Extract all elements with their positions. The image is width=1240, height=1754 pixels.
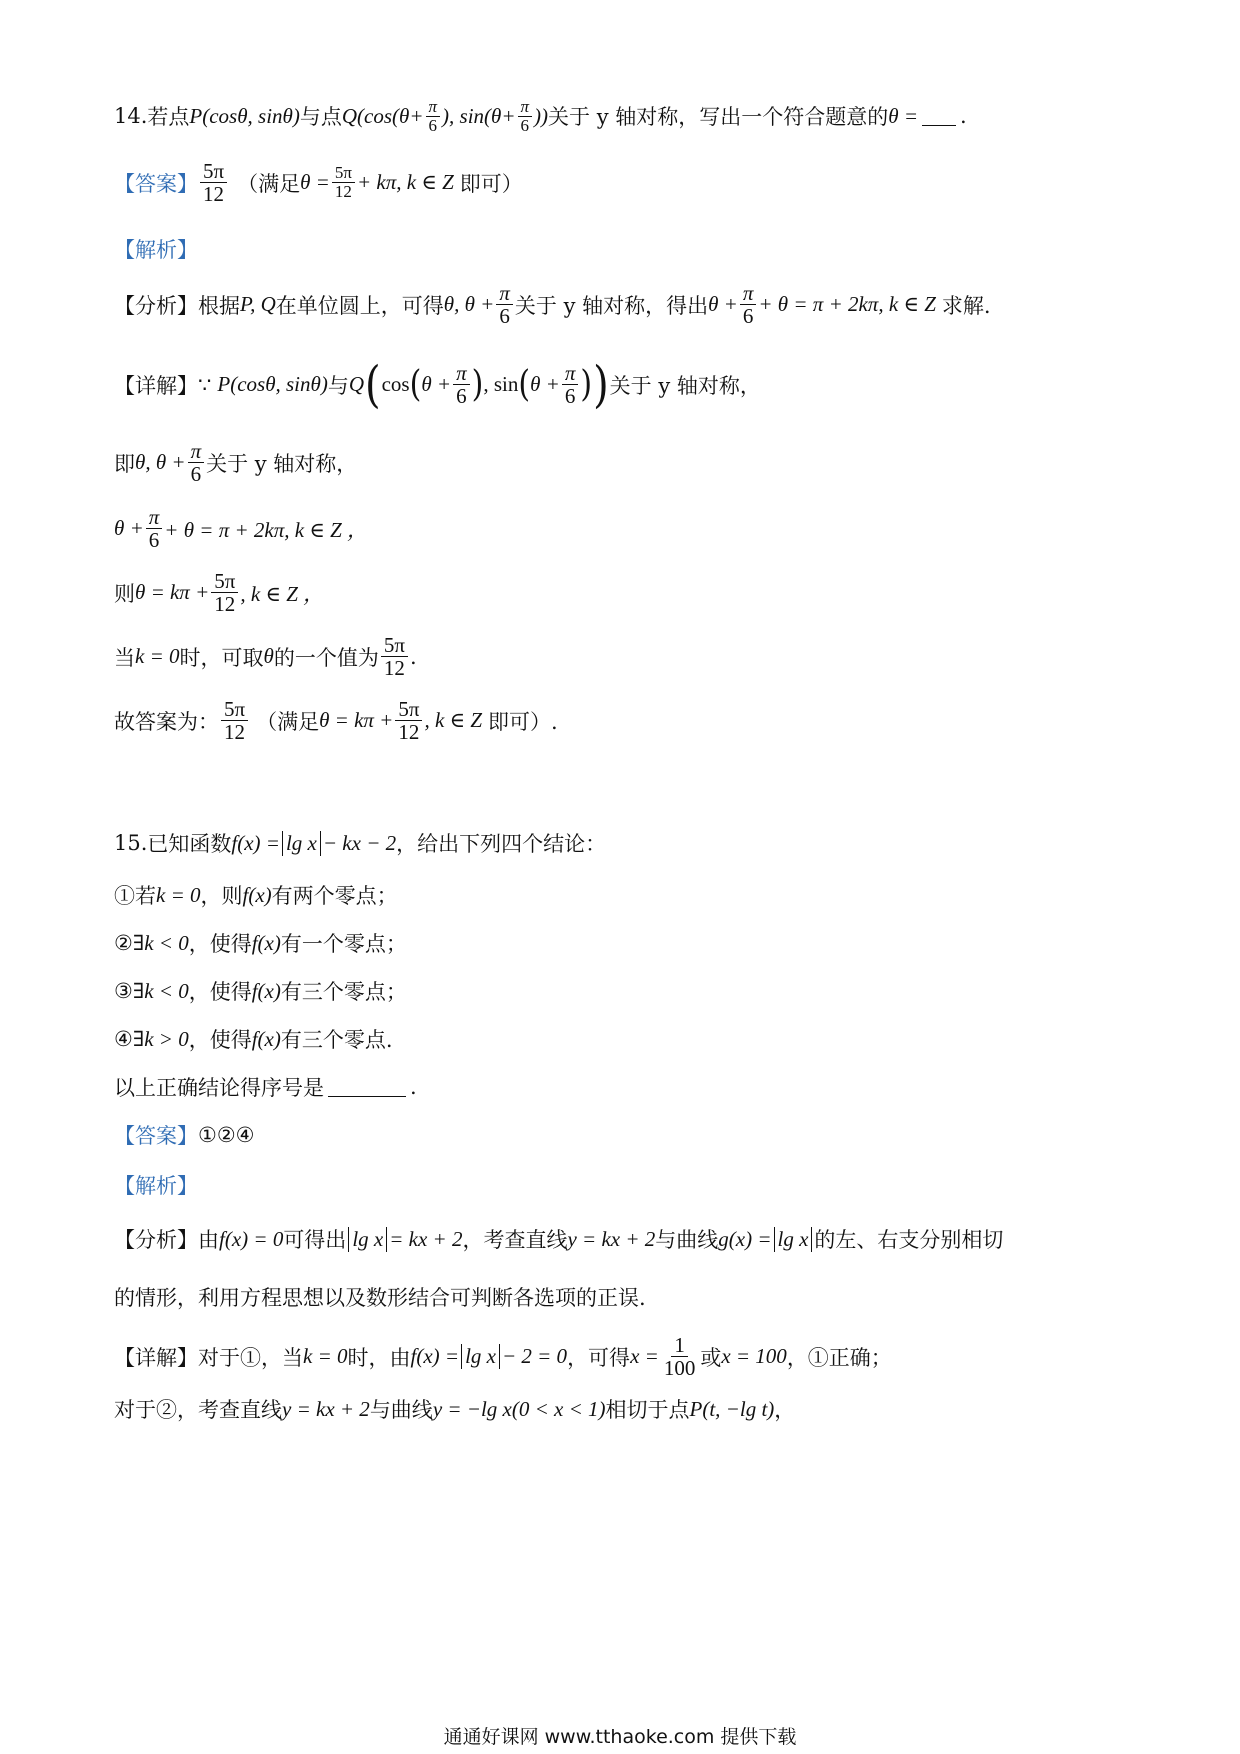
q15-stem: 15. 已知函数 f(x) = lg x − kx − 2 ，给出下列四个结论：: [114, 830, 607, 856]
answer-tag: 【答案】: [114, 1124, 198, 1148]
q15-ask: 以上正确结论得序号是 .: [114, 1075, 417, 1100]
pi-over-6: $\frac{\pi}{6}$: [518, 98, 533, 135]
q14-step3: 则 θ = kπ + $\frac{5\pi}{12}$ , k ∈ Z ，: [114, 569, 325, 617]
answer-blank: [922, 107, 956, 126]
answer-tag: 【答案】: [114, 171, 198, 196]
q14-fenxi: 【分析】 根据 P, Q 在单位圆上，可得 θ, θ + $\frac{\pi}{6}$ 关于 y 轴对称，得出 θ + $\frac{\pi}{6}$ + θ = π + 2kπ, k ∈ Z 求解.: [114, 281, 991, 329]
q15-conclusion-3: ③ ∃k < 0 ，使得 f(x) 有三个零点；: [114, 978, 407, 1004]
q14-step5: 故答案为： $\frac{5\pi}{12}$ （满足 θ = kπ + $\frac{5\pi}{12}$ , k ∈ Z 即可）.: [114, 697, 558, 745]
footer-source: 通通好课网 www.tthaoke.com 提供下载: [443, 1726, 797, 1748]
q14-step2: θ + $\frac{\pi}{6}$ + θ = π + 2kπ, k ∈ Z ，: [114, 505, 369, 553]
pi-over-6: $\frac{\pi}{6}$: [426, 98, 441, 135]
q15-fenxi-line2: 的情形，利用方程思想以及数形结合可判断各选项的正误.: [114, 1286, 646, 1310]
q15-conclusion-1: ①若 k = 0 ，则 f(x) 有两个零点；: [114, 882, 398, 908]
q14-step4: 当 k = 0 时，可取 θ 的一个值为 $\frac{5\pi}{12}$ .: [114, 633, 417, 681]
q15-analysis-tag: 【解析】: [114, 1174, 198, 1198]
answer-fraction: $\frac{5\pi}{12}$: [200, 160, 227, 205]
q14-analysis-tag: 【解析】: [114, 238, 198, 262]
q15-xiangjie: 【详解】 对于①，当 k = 0 时，由 f(x) = lg x − 2 = 0 ，可得 x = $\frac{1}{100}$ 或 x = 100 ，①正确；: [114, 1333, 892, 1381]
q14-step1: 即 θ, θ + $\frac{\pi}{6}$ 关于 y 轴对称，: [114, 439, 358, 487]
q14-xiangjie: 【详解】 ∵ P(cosθ, sinθ) 与 Q ( cos ( θ + $\frac{\pi}{6}$ ) , sin ( θ + $\frac{\pi}{6}$ ) ) 关于 y 轴对称，: [114, 355, 761, 414]
q15-conclusion-2: ② ∃k < 0 ，使得 f(x) 有一个零点；: [114, 930, 407, 956]
q15-number: 15.: [114, 831, 148, 855]
q15-conclusion-4: ④ ∃k > 0 ，使得 f(x) 有三个零点.: [114, 1026, 393, 1052]
q14-answer: 【答案】 $\frac{5\pi}{12}$ （满足 θ = $\frac{5\pi}{12}$ + kπ, k ∈ Z 即可）: [114, 159, 523, 207]
q14-stem: 14. 若点 P(cosθ, sinθ) 与点 Q(cos(θ+ $\frac{\pi}{6}$ ), sin(θ+ $\frac{\pi}{6}$ )) 关于 y 轴对称，写出一个符合题意的 θ = .: [114, 97, 967, 135]
answer-blank: [328, 1078, 406, 1097]
q15-answer: 【答案】 ①②④: [114, 1120, 254, 1150]
q14-number: 14.: [114, 104, 148, 129]
q15-fenxi: 【分析】 由 f(x) = 0 可得出 lg x = kx + 2 ，考查直线 y = kx + 2 与曲线 g(x) = lg x 的左、右支分别相切: [114, 1226, 1004, 1252]
q15-line-2: 对于②，考查直线 y = kx + 2 与曲线 y = −lg x(0 < x < 1) 相切于点 P(t, −lg t) ，: [114, 1396, 796, 1422]
